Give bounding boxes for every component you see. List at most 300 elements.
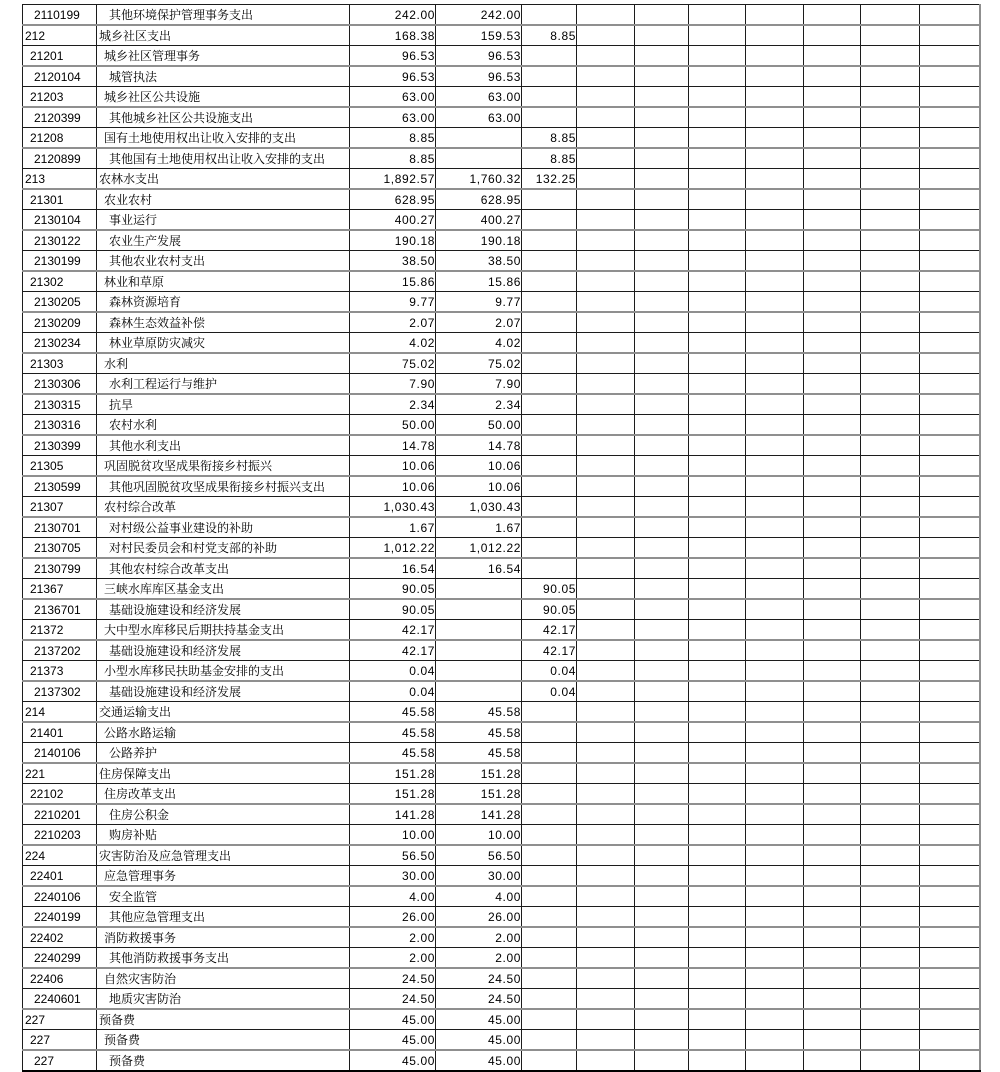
empty-cell [635,210,689,231]
subject-code-cell: 21301 [23,189,97,210]
empty-cell [689,353,746,374]
empty-cell [920,620,980,641]
table-row [23,886,980,907]
empty-cell [689,312,746,333]
empty-cell [804,271,861,292]
fund-budget-amount-cell [522,763,577,784]
subject-code-cell: 2120899 [23,148,97,169]
empty-cell [577,497,635,518]
empty-cell [746,497,804,518]
empty-cell [804,87,861,108]
table-row [23,907,980,928]
empty-cell [804,46,861,67]
total-amount-cell: 628.95 [350,189,436,210]
empty-cell [635,333,689,354]
empty-cell [635,743,689,764]
empty-cell [577,456,635,477]
empty-cell [920,5,980,26]
fund-budget-amount-cell [522,804,577,825]
fund-budget-amount-cell: 90.05 [522,579,577,600]
empty-cell [689,784,746,805]
empty-cell [920,886,980,907]
subject-name-cell: 应急管理事务 [97,866,350,887]
fund-budget-amount-cell [522,907,577,928]
table-row [23,25,980,46]
general-budget-amount-cell: 2.00 [436,927,522,948]
total-amount-cell: 90.05 [350,579,436,600]
empty-cell [746,1050,804,1071]
empty-cell [689,907,746,928]
fund-budget-amount-cell [522,271,577,292]
empty-cell [920,169,980,190]
empty-cell [577,558,635,579]
empty-cell [804,538,861,559]
empty-cell [635,538,689,559]
empty-cell [635,497,689,518]
empty-cell [689,148,746,169]
subject-code-cell: 2240106 [23,886,97,907]
empty-cell [577,968,635,989]
empty-cell [861,866,920,887]
table-row [23,1009,980,1030]
subject-name-cell: 交通运输支出 [97,702,350,723]
empty-cell [861,394,920,415]
empty-cell [689,271,746,292]
empty-cell [689,989,746,1010]
empty-cell [920,374,980,395]
table-row [23,415,980,436]
empty-cell [746,517,804,538]
empty-cell [804,435,861,456]
general-budget-amount-cell: 50.00 [436,415,522,436]
fund-budget-amount-cell [522,107,577,128]
fund-budget-amount-cell [522,456,577,477]
empty-cell [577,128,635,149]
empty-cell [635,927,689,948]
empty-cell [689,25,746,46]
empty-cell [746,927,804,948]
subject-name-cell: 其他水利支出 [97,435,350,456]
empty-cell [920,989,980,1010]
subject-name-cell: 国有土地使用权出让收入安排的支出 [97,128,350,149]
empty-cell [861,230,920,251]
total-amount-cell: 1,892.57 [350,169,436,190]
empty-cell [577,25,635,46]
empty-cell [577,927,635,948]
empty-cell [861,599,920,620]
empty-cell [920,1030,980,1051]
fund-budget-amount-cell [522,415,577,436]
empty-cell [804,312,861,333]
total-amount-cell: 24.50 [350,989,436,1010]
empty-cell [746,702,804,723]
general-budget-amount-cell: 151.28 [436,784,522,805]
empty-cell [804,579,861,600]
total-amount-cell: 42.17 [350,640,436,661]
empty-cell [635,169,689,190]
empty-cell [689,251,746,272]
fund-budget-amount-cell: 90.05 [522,599,577,620]
empty-cell [920,415,980,436]
fund-budget-amount-cell [522,230,577,251]
table-row [23,845,980,866]
fund-budget-amount-cell: 8.85 [522,148,577,169]
table-row [23,46,980,67]
empty-cell [635,948,689,969]
empty-cell [577,107,635,128]
empty-cell [861,497,920,518]
total-amount-cell: 8.85 [350,128,436,149]
empty-cell [689,927,746,948]
empty-cell [577,1050,635,1071]
general-budget-amount-cell: 24.50 [436,968,522,989]
general-budget-amount-cell: 1.67 [436,517,522,538]
empty-cell [635,46,689,67]
empty-cell [804,804,861,825]
table-row [23,1030,980,1051]
table-row [23,251,980,272]
general-budget-amount-cell: 14.78 [436,435,522,456]
fund-budget-amount-cell: 42.17 [522,620,577,641]
fund-budget-amount-cell: 0.04 [522,661,577,682]
general-budget-amount-cell: 15.86 [436,271,522,292]
empty-cell [804,169,861,190]
table-row [23,169,980,190]
empty-cell [689,968,746,989]
empty-cell [689,599,746,620]
fund-budget-amount-cell [522,558,577,579]
empty-cell [635,661,689,682]
general-budget-amount-cell: 75.02 [436,353,522,374]
empty-cell [920,640,980,661]
table-row [23,292,980,313]
total-amount-cell: 2.00 [350,948,436,969]
subject-name-cell: 小型水库移民扶助基金安排的支出 [97,661,350,682]
empty-cell [635,189,689,210]
subject-code-cell: 221 [23,763,97,784]
empty-cell [689,640,746,661]
empty-cell [577,1009,635,1030]
subject-code-cell: 21367 [23,579,97,600]
empty-cell [920,948,980,969]
general-budget-amount-cell [436,640,522,661]
empty-cell [920,353,980,374]
subject-name-cell: 消防救援事务 [97,927,350,948]
total-amount-cell: 96.53 [350,46,436,67]
table-row [23,353,980,374]
subject-code-cell: 2130701 [23,517,97,538]
general-budget-amount-cell: 45.58 [436,722,522,743]
empty-cell [577,620,635,641]
fund-budget-amount-cell [522,353,577,374]
empty-cell [635,825,689,846]
empty-cell [746,46,804,67]
total-amount-cell: 30.00 [350,866,436,887]
empty-cell [746,189,804,210]
subject-code-cell: 2110199 [23,5,97,26]
table-row [23,333,980,354]
empty-cell [920,435,980,456]
general-budget-amount-cell [436,148,522,169]
fund-budget-amount-cell [522,743,577,764]
empty-cell [746,968,804,989]
total-amount-cell: 242.00 [350,5,436,26]
table-row [23,312,980,333]
general-budget-amount-cell [436,620,522,641]
empty-cell [689,456,746,477]
subject-name-cell: 农业生产发展 [97,230,350,251]
table-row [23,927,980,948]
fund-budget-amount-cell [522,87,577,108]
fund-budget-amount-cell [522,312,577,333]
empty-cell [920,784,980,805]
empty-cell [689,1009,746,1030]
empty-cell [861,784,920,805]
fund-budget-amount-cell [522,189,577,210]
empty-cell [635,5,689,26]
empty-cell [577,46,635,67]
total-amount-cell: 168.38 [350,25,436,46]
empty-cell [577,210,635,231]
empty-cell [804,353,861,374]
subject-name-cell: 农村水利 [97,415,350,436]
empty-cell [920,46,980,67]
empty-cell [746,25,804,46]
table-row [23,517,980,538]
subject-name-cell: 预备费 [97,1009,350,1030]
empty-cell [861,87,920,108]
empty-cell [746,5,804,26]
subject-code-cell: 227 [23,1050,97,1071]
empty-cell [689,579,746,600]
empty-cell [635,866,689,887]
empty-cell [920,1009,980,1030]
empty-cell [804,456,861,477]
empty-cell [689,435,746,456]
subject-code-cell: 227 [23,1009,97,1030]
empty-cell [577,189,635,210]
empty-cell [861,763,920,784]
empty-cell [746,743,804,764]
empty-cell [804,25,861,46]
fund-budget-amount-cell [522,886,577,907]
empty-cell [746,210,804,231]
empty-cell [577,251,635,272]
general-budget-amount-cell: 190.18 [436,230,522,251]
empty-cell [635,804,689,825]
general-budget-amount-cell: 9.77 [436,292,522,313]
subject-code-cell: 21203 [23,87,97,108]
empty-cell [746,456,804,477]
empty-cell [861,620,920,641]
empty-cell [920,763,980,784]
total-amount-cell: 45.00 [350,1050,436,1071]
empty-cell [635,907,689,928]
empty-cell [746,763,804,784]
subject-name-cell: 预备费 [97,1050,350,1071]
empty-cell [920,312,980,333]
empty-cell [804,702,861,723]
empty-cell [804,620,861,641]
empty-cell [861,825,920,846]
empty-cell [861,579,920,600]
total-amount-cell: 15.86 [350,271,436,292]
empty-cell [577,435,635,456]
empty-cell [577,681,635,702]
empty-cell [920,845,980,866]
empty-cell [689,661,746,682]
subject-code-cell: 2136701 [23,599,97,620]
table-row [23,968,980,989]
empty-cell [689,763,746,784]
table-row [23,661,980,682]
subject-code-cell: 21302 [23,271,97,292]
empty-cell [689,46,746,67]
general-budget-amount-cell: 26.00 [436,907,522,928]
empty-cell [746,579,804,600]
empty-cell [861,517,920,538]
subject-name-cell: 其他城乡社区公共设施支出 [97,107,350,128]
empty-cell [746,292,804,313]
subject-name-cell: 农村综合改革 [97,497,350,518]
empty-cell [635,989,689,1010]
table-row [23,66,980,87]
empty-cell [577,702,635,723]
empty-cell [920,271,980,292]
general-budget-amount-cell: 2.34 [436,394,522,415]
subject-name-cell: 事业运行 [97,210,350,231]
empty-cell [689,825,746,846]
empty-cell [804,476,861,497]
empty-cell [804,558,861,579]
empty-cell [689,497,746,518]
empty-cell [746,599,804,620]
subject-name-cell: 城乡社区公共设施 [97,87,350,108]
empty-cell [689,558,746,579]
empty-cell [920,722,980,743]
general-budget-amount-cell: 7.90 [436,374,522,395]
empty-cell [804,333,861,354]
empty-cell [861,743,920,764]
empty-cell [804,66,861,87]
empty-cell [635,353,689,374]
empty-cell [804,292,861,313]
empty-cell [689,394,746,415]
general-budget-amount-cell: 242.00 [436,5,522,26]
table-row [23,374,980,395]
empty-cell [577,394,635,415]
empty-cell [577,148,635,169]
general-budget-amount-cell: 10.06 [436,456,522,477]
table-row [23,579,980,600]
subject-name-cell: 基础设施建设和经济发展 [97,640,350,661]
empty-cell [577,743,635,764]
empty-cell [577,804,635,825]
empty-cell [746,784,804,805]
empty-cell [577,1030,635,1051]
general-budget-amount-cell [436,681,522,702]
total-amount-cell: 10.06 [350,476,436,497]
empty-cell [746,1030,804,1051]
empty-cell [577,886,635,907]
empty-cell [577,538,635,559]
empty-cell [861,312,920,333]
empty-cell [920,476,980,497]
subject-name-cell: 灾害防治及应急管理支出 [97,845,350,866]
table-row [23,599,980,620]
subject-code-cell: 2130205 [23,292,97,313]
general-budget-amount-cell: 63.00 [436,107,522,128]
empty-cell [635,558,689,579]
empty-cell [804,148,861,169]
empty-cell [804,886,861,907]
empty-cell [804,784,861,805]
empty-cell [746,948,804,969]
total-amount-cell: 75.02 [350,353,436,374]
empty-cell [804,845,861,866]
general-budget-amount-cell [436,579,522,600]
total-amount-cell: 1,030.43 [350,497,436,518]
empty-cell [746,87,804,108]
total-amount-cell: 2.07 [350,312,436,333]
empty-cell [861,292,920,313]
empty-cell [577,292,635,313]
empty-cell [689,415,746,436]
total-amount-cell: 9.77 [350,292,436,313]
empty-cell [920,538,980,559]
empty-cell [746,476,804,497]
empty-cell [577,230,635,251]
empty-cell [577,948,635,969]
empty-cell [635,1050,689,1071]
empty-cell [861,948,920,969]
general-budget-amount-cell: 24.50 [436,989,522,1010]
empty-cell [577,169,635,190]
subject-code-cell: 22102 [23,784,97,805]
subject-name-cell: 安全监管 [97,886,350,907]
empty-cell [920,251,980,272]
empty-cell [689,620,746,641]
general-budget-amount-cell: 96.53 [436,66,522,87]
subject-code-cell: 2130209 [23,312,97,333]
empty-cell [577,476,635,497]
empty-cell [635,251,689,272]
empty-cell [746,866,804,887]
empty-cell [689,333,746,354]
subject-name-cell: 预备费 [97,1030,350,1051]
empty-cell [804,743,861,764]
general-budget-amount-cell: 151.28 [436,763,522,784]
empty-cell [689,1050,746,1071]
empty-cell [635,968,689,989]
empty-cell [746,251,804,272]
subject-name-cell: 其他巩固脱贫攻坚成果衔接乡村振兴支出 [97,476,350,497]
empty-cell [804,415,861,436]
empty-cell [689,1030,746,1051]
empty-cell [635,845,689,866]
empty-cell [577,271,635,292]
subject-name-cell: 住房保障支出 [97,763,350,784]
empty-cell [804,5,861,26]
general-budget-amount-cell: 400.27 [436,210,522,231]
empty-cell [804,230,861,251]
subject-name-cell: 巩固脱贫攻坚成果衔接乡村振兴 [97,456,350,477]
empty-cell [804,968,861,989]
fund-budget-amount-cell [522,46,577,67]
empty-cell [920,394,980,415]
empty-cell [635,415,689,436]
empty-cell [861,989,920,1010]
